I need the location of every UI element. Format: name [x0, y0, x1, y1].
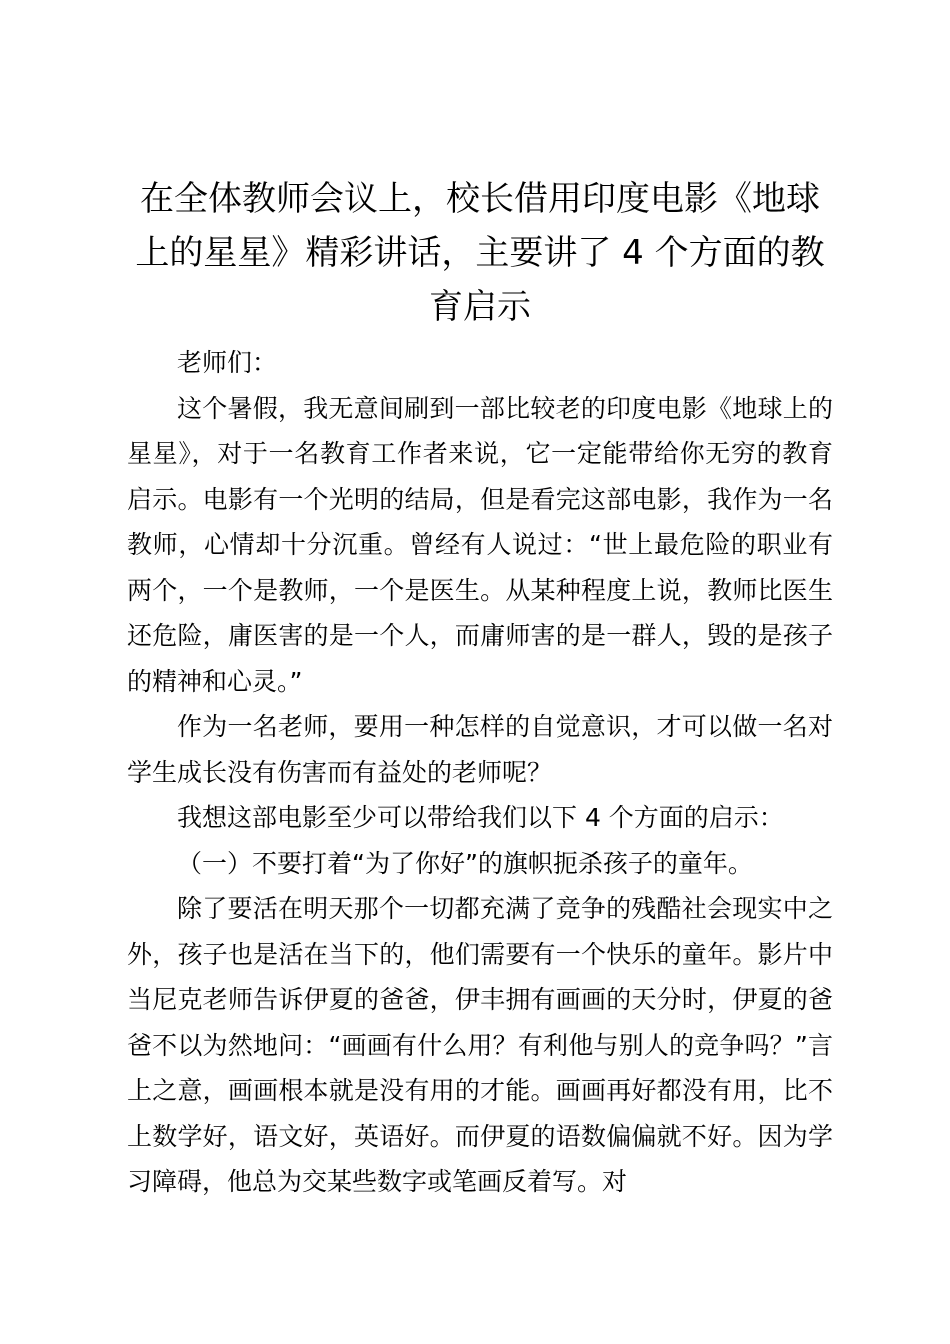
paragraph-intro: 这个暑假，我无意间刷到一部比较老的印度电影《地球上的星星》，对于一名教育工作者来说，它一定能带给你无穷的教育启示。电影有一个光明的结局，但是看完这部电影，我作为一名教师，心情却十分沉重。曾经有人说过：“世上最危险的职业有两个，一个是教师，一个是医生。从某种程度上说，教师比医生还危险，庸医害的是一个人，而庸师害的是一群人，毁的是孩子的精神和心灵。”	[127, 393, 833, 696]
paragraph-childhood: 除了要活在明天那个一切都充满了竞争的残酷社会现实中之外，孩子也是活在当下的，他们需要有一个快乐的童年。影片中当尼克老师告诉伊夏的爸爸，伊丰拥有画画的天分时，伊夏的爸爸不以为然地问：“画画有什么用？有利他与别人的竞争吗？”言上之意，画画根本就是没有用的才能。画画再好都没有用，比不上数学好，语文好，英语好。而伊夏的语数偏偏就不好。因为学习障碍，他总为交某些数字或笔画反着写。对	[127, 894, 833, 1196]
paragraph-greeting: 老师们：	[177, 348, 278, 377]
section-heading-one: （一）不要打着“为了你好”的旗帜扼杀孩子的童年。	[177, 848, 753, 878]
document-body	[127, 172, 833, 1205]
document-title: 在全体教师会议上，校长借用印度电影《地球上的星星》精彩讲话，主要讲了 4 个方面的教育启示	[135, 179, 825, 327]
paragraph-question: 作为一名老师，要用一种怎样的自觉意识，才可以做一名对学生成长没有伤害而有益处的老师呢？	[127, 712, 833, 787]
paragraph-four-points: 我想这部电影至少可以带给我们以下 4 个方面的启示：	[177, 803, 784, 832]
